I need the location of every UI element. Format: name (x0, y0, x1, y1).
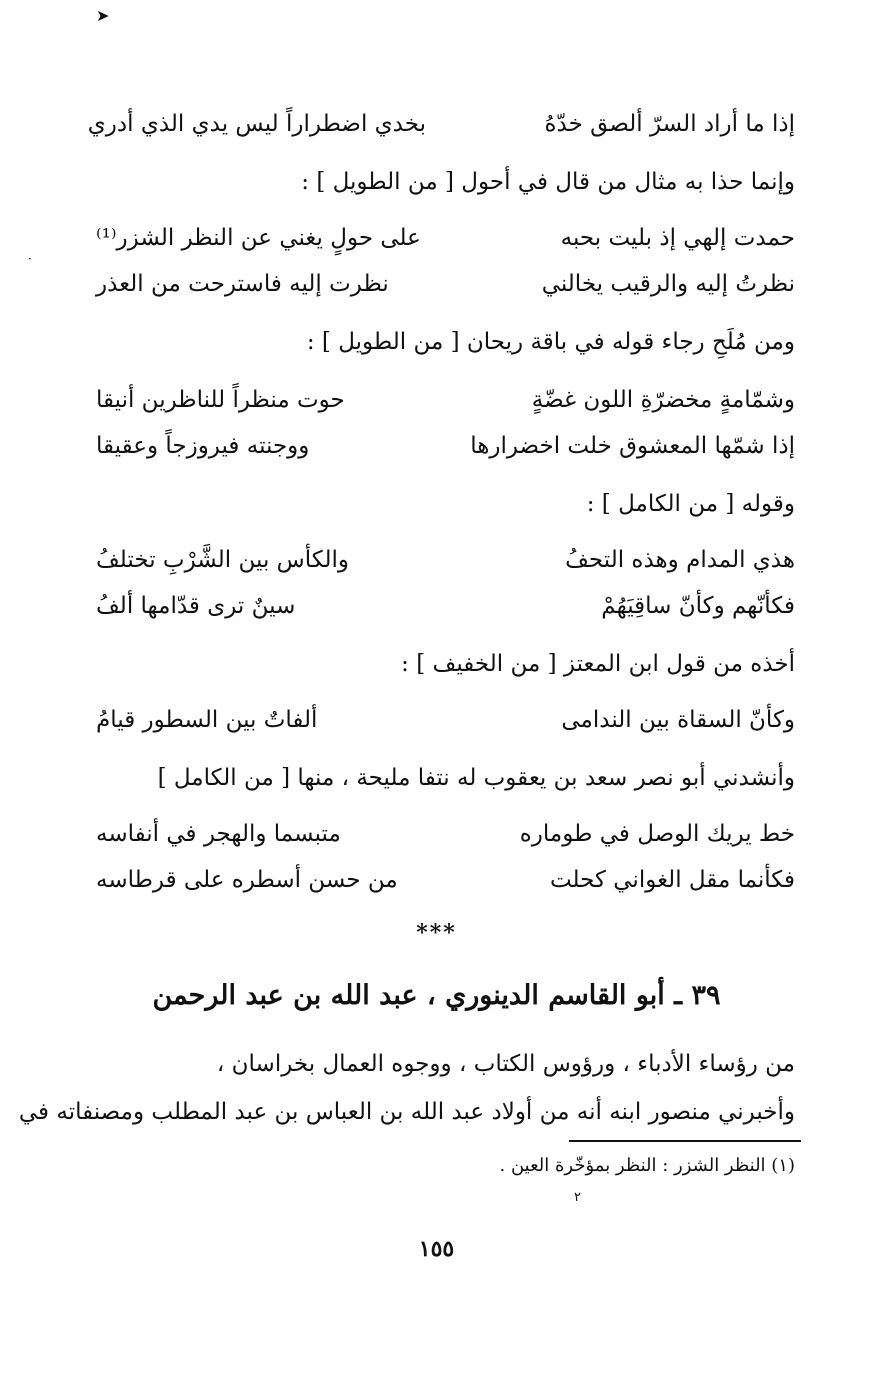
verse-second-hemistich: ووجنته فيروزجاً وعقيقا (96, 433, 310, 459)
verse-second-hemistich: حوت منظراً للناظرين أنيقا (96, 387, 345, 413)
verse-second-hemistich: متبسما والهجر في أنفاسه (96, 821, 341, 847)
verse-first-hemistich: هذي المدام وهذه التحفُ (565, 547, 795, 573)
verse-first-hemistich: وكأنّ السقاة بين الندامى (561, 707, 795, 733)
verse-first-hemistich: إذا شمّها المعشوق خلت اخضرارها (470, 433, 795, 459)
section-separator: *** (416, 920, 457, 946)
verse-second-hemistich: والكأس بين الشَّرْبِ تختلفُ (96, 547, 349, 573)
verse-second-hemistich: على حولٍ يغني عن النظر الشزر⁽¹⁾ (96, 225, 421, 251)
verse-first-hemistich: فكأنما مقل الغواني كحلت (549, 867, 795, 893)
bio-line: من رؤساء الأدباء ، ورؤوس الكتاب ، ووجوه العمال بخراسان ، (216, 1051, 795, 1077)
page-number: ١٥٥ (418, 1236, 455, 1262)
verse-second-hemistich: ألفاتٌ بين السطور قيامُ (96, 707, 318, 733)
verse-first-hemistich: خط يريك الوصل في طوماره (519, 821, 795, 847)
verse-second-hemistich: سينٌ ترى قدّامها ألفُ (96, 593, 296, 619)
bio-line: وأخبرني منصور ابنه أنه من أولاد عبد الله بن العباس بن عبد المطلب ومصنفاته في (18, 1099, 795, 1125)
footnote: (١) النظر الشزر : النظر بمؤخّرة العين . (499, 1155, 795, 1176)
verse-first-hemistich: إذا ما أراد السرّ ألصق خدّهُ (544, 111, 795, 137)
verse-second-hemistich: بخدي اضطراراً ليس يدي الذي أدري (87, 111, 426, 137)
prose-line: وقوله [ من الكامل ] : (586, 491, 795, 517)
verse-first-hemistich: فكأنّهم وكأنّ ساقِيَهُمْ (601, 593, 795, 619)
verse-first-hemistich: نظرتُ إليه والرقيب يخالني (541, 271, 795, 297)
footnote-marker: ٢ (574, 1190, 581, 1205)
prose-line: وإنما حذا به مثال من قال في أحول [ من الطويل ] : (301, 169, 795, 195)
verse-first-hemistich: وشمّامةٍ مخضرّةِ اللون غضّةٍ (531, 387, 795, 413)
verse-first-hemistich: حمدت إلهي إذ بليت بحبه (560, 225, 795, 251)
top-corner-mark: ➤ (96, 6, 110, 25)
verse-second-hemistich: نظرت إليه فاسترحت من العذر (96, 271, 389, 297)
verse-second-hemistich: من حسن أسطره على قرطاسه (96, 867, 398, 893)
margin-dot: · (28, 252, 32, 266)
prose-line: ومن مُلَحِ رجاء قوله في باقة ريحان [ من الطويل ] : (306, 329, 795, 355)
prose-line: أخذه من قول ابن المعتز [ من الخفيف ] : (401, 651, 795, 677)
footnote-rule (569, 1140, 801, 1142)
section-heading: ٣٩ ـ أبو القاسم الدينوري ، عبد الله بن عبد الرحمن (152, 980, 721, 1011)
prose-line: وأنشدني أبو نصر سعد بن يعقوب له نتفا مليحة ، منها [ من الكامل ] (157, 765, 795, 791)
